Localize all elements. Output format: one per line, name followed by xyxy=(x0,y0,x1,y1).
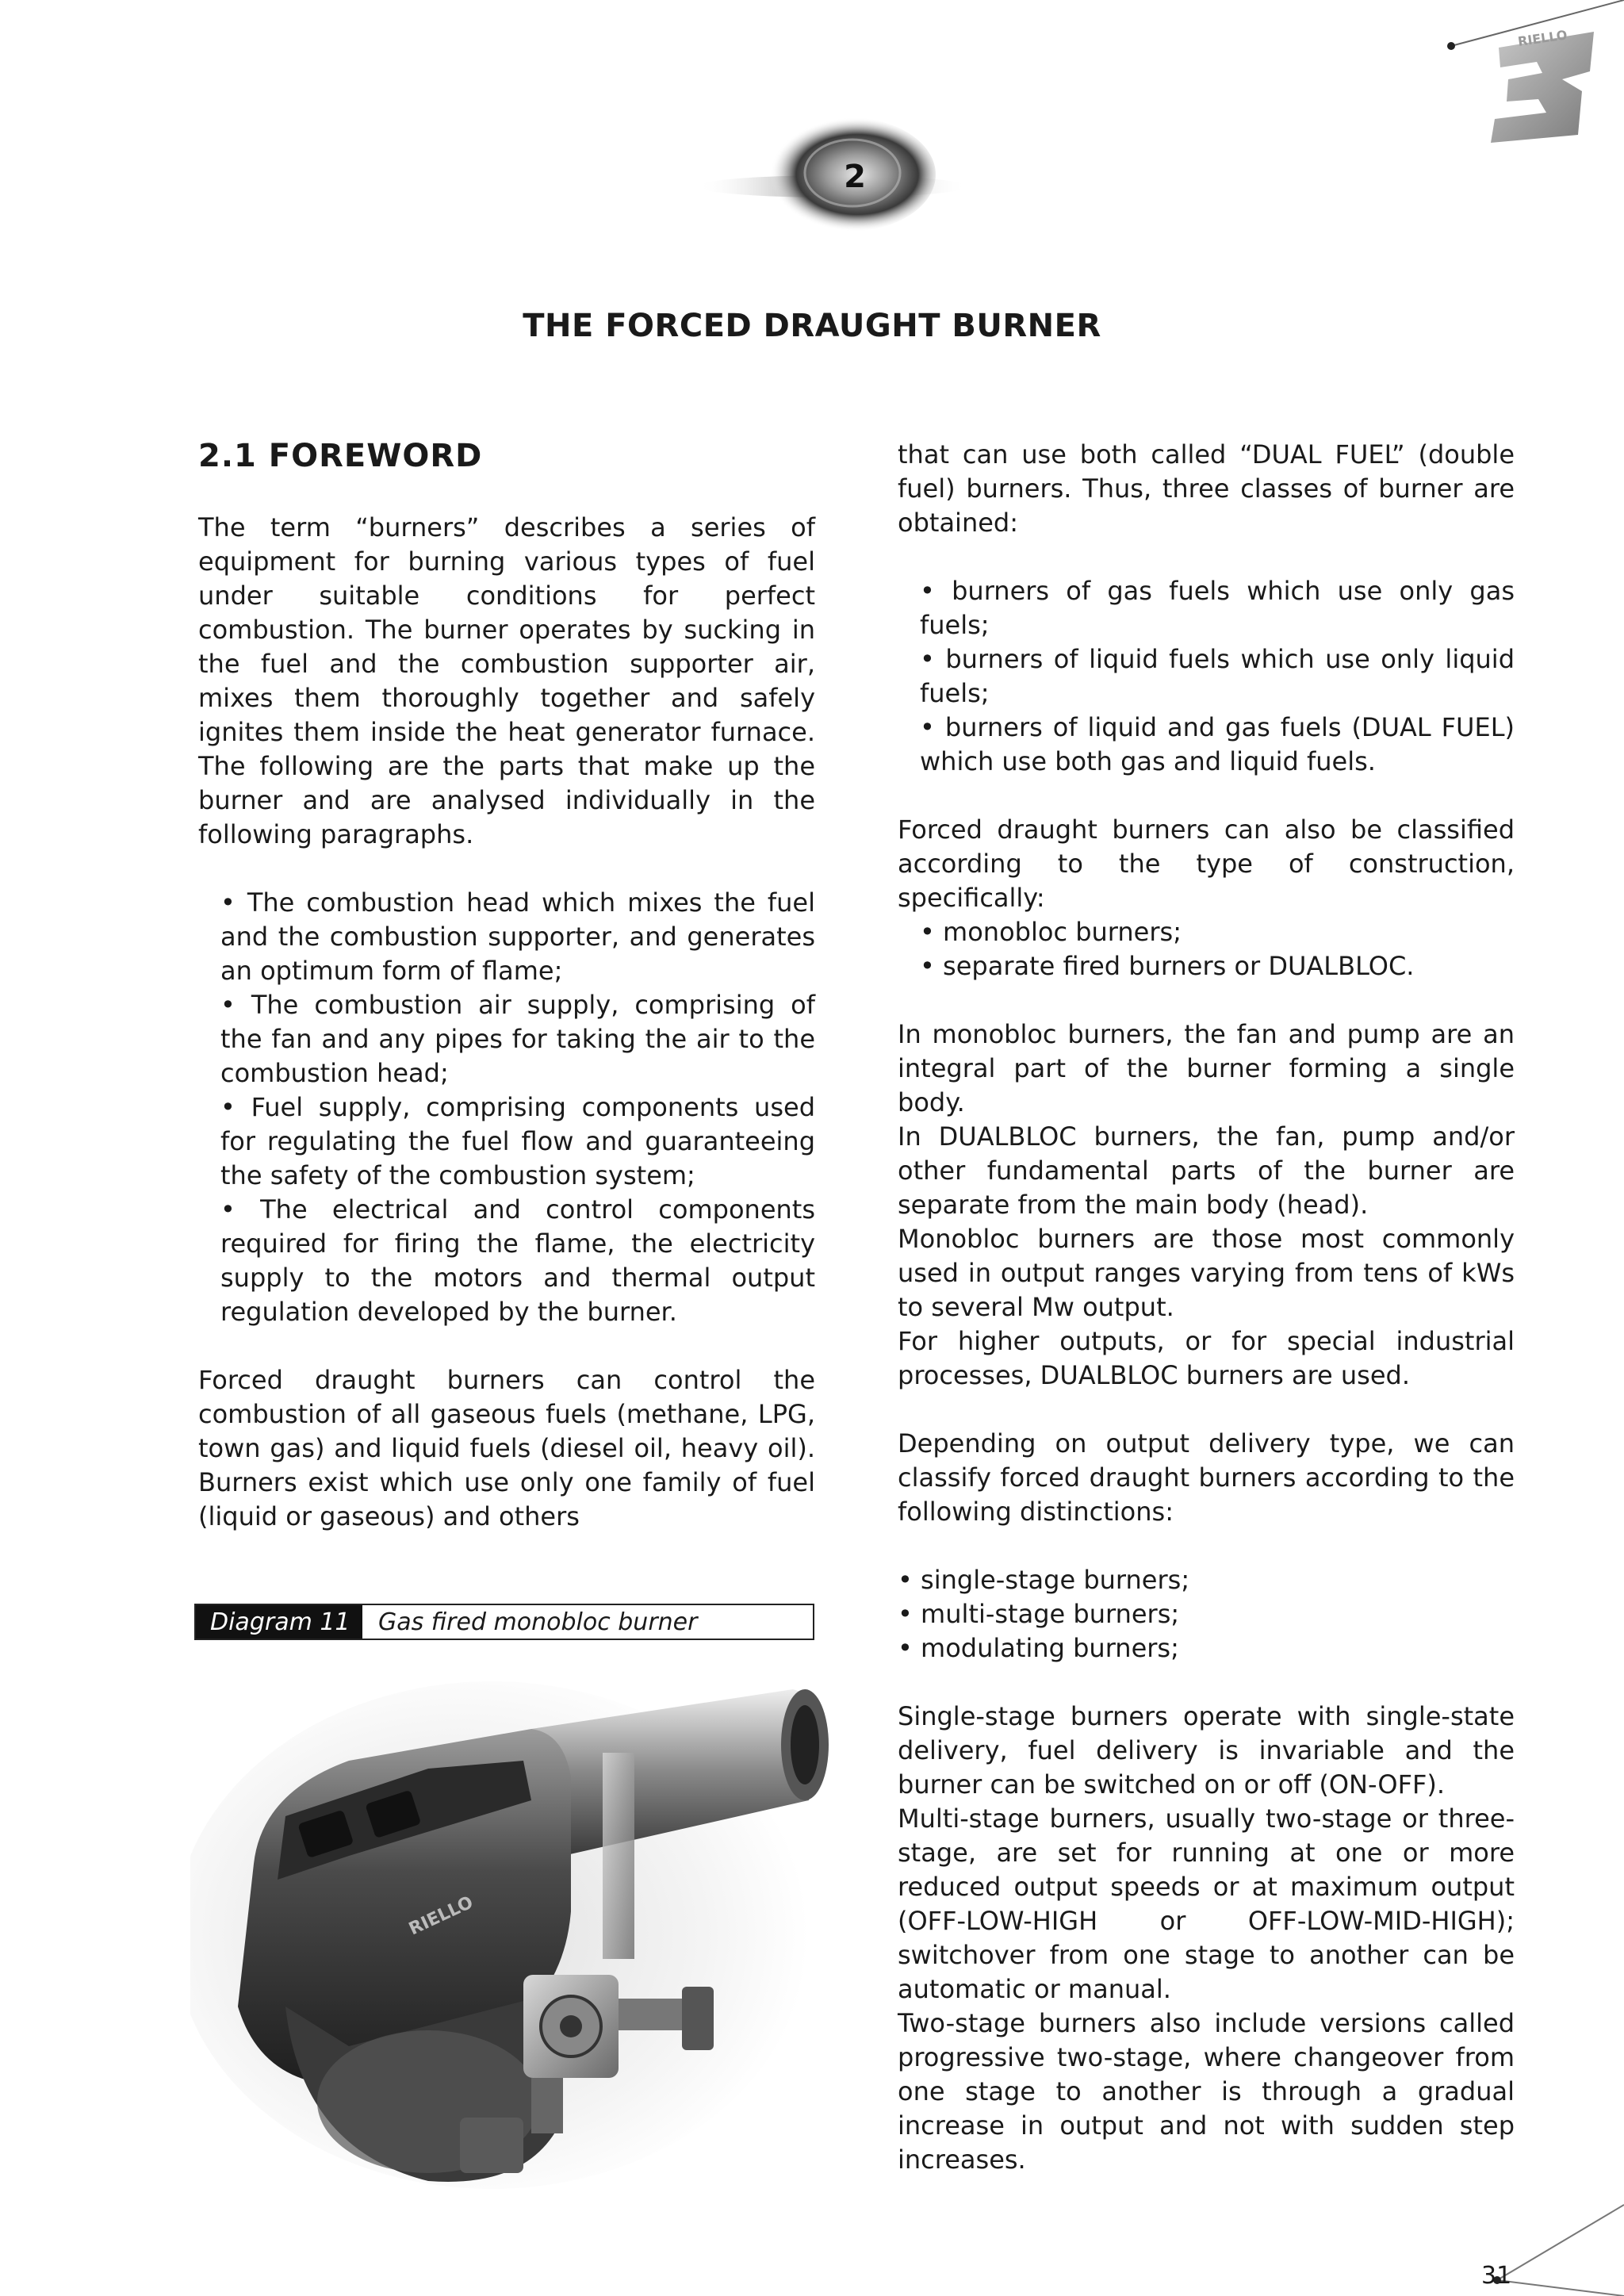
page-number: 31 xyxy=(1481,2262,1512,2290)
list-item: • multi-stage burners; xyxy=(898,1599,1180,1629)
chapter-number: 2 xyxy=(844,159,866,195)
list-item: • single-stage burners; xyxy=(898,1565,1190,1595)
paragraph: Multi-stage burners, usually two-stage or three-stage, are set for running at one or more reduced output speeds or at maximum output (OFF-LOW-HIGH or OFF-LOW-MID-HIGH); switchover from one stage to another can be automatic or manual. xyxy=(898,1803,1515,2004)
list-item: • burners of liquid and gas fuels (DUAL FUEL) which use both gas and liquid fuels. xyxy=(920,712,1515,776)
list-item: • modulating burners; xyxy=(898,1633,1179,1663)
list-item: • The combustion air supply, comprising of the fan and any pipes for taking the air to the combustion head; xyxy=(220,990,815,1088)
left-column xyxy=(198,511,815,1534)
paragraph: Forced draught burners can control the combustion of all gaseous fuels (methane, LPG, town gas) and liquid fuels (diesel oil, heavy oil). Burners exist which use only one family of fuel (liquid or gaseous) and others xyxy=(198,1365,815,1531)
chapter-title: THE FORCED DRAUGHT BURNER xyxy=(523,308,1101,344)
logo-mark xyxy=(1443,24,1602,151)
paragraph: For higher outputs, or for special industrial processes, DUALBLOC burners are used. xyxy=(898,1326,1515,1390)
paragraph: Forced draught burners can also be classified according to the type of construction, specifically: xyxy=(898,815,1515,913)
svg-text:RIELLO: RIELLO xyxy=(405,1892,477,1940)
list-item: • burners of gas fuels which use only gas fuels; xyxy=(920,576,1515,640)
list-item: • separate fired burners or DUALBLOC. xyxy=(920,951,1415,981)
burner-illustration xyxy=(190,1673,841,2197)
svg-text:RIELLO: RIELLO xyxy=(1516,27,1568,49)
list-item: • Fuel supply, comprising components used for regulating the fuel flow and guaranteeing the safety of the combustion system; xyxy=(220,1092,815,1190)
paragraph: Monobloc burners are those most commonly used in output ranges varying from tens of kWs to several Mw output. xyxy=(898,1224,1515,1322)
paragraph: Two-stage burners also include versions called progressive two-stage, where changeover from one stage to another is through a gradual increase in output and not with sudden step increases. xyxy=(898,2008,1515,2175)
paragraph: The term “burners” describes a series of equipment for burning various types of fuel under suitable conditions for perfect combustion. The burner operates by sucking in the fuel and the combustion supporter air, mixes them thoroughly together and safely ignites them inside the heat generator furnace. The following are the parts that make up the burner and are analysed individually in the following paragraphs. xyxy=(198,512,815,849)
paragraph: In DUALBLOC burners, the fan, pump and/or other fundamental parts of the burner are separate from the main body (head). xyxy=(898,1121,1515,1220)
chapter-badge xyxy=(682,111,983,238)
paragraph: Single-stage burners operate with single-state delivery, fuel delivery is invariable and the burner can be switched on or off (ON-OFF). xyxy=(898,1701,1515,1800)
figure-number: Diagram 11 xyxy=(196,1605,362,1639)
figure-caption-text: Gas fired monobloc burner xyxy=(378,1608,698,1636)
figure-caption xyxy=(194,1604,814,1640)
list-item: • burners of liquid fuels which use only liquid fuels; xyxy=(920,644,1515,708)
paragraph: that can use both called “DUAL FUEL” (double fuel) burners. Thus, three classes of burner are obtained: xyxy=(898,439,1515,538)
list-item: • The electrical and control components required for firing the flame, the electricity supply to the motors and thermal output regulation developed by the burner. xyxy=(220,1194,815,1327)
list-item: • monobloc burners; xyxy=(920,917,1182,947)
paragraph: Depending on output delivery type, we can classify forced draught burners according to the following distinctions: xyxy=(898,1428,1515,1527)
paragraph: In monobloc burners, the fan and pump are an integral part of the burner forming a single body. xyxy=(898,1019,1515,1117)
section-heading: 2.1 FOREWORD xyxy=(198,438,483,474)
list-item: • The combustion head which mixes the fuel and the combustion supporter, and generates an optimum form of flame; xyxy=(220,887,815,986)
right-column xyxy=(898,438,1515,2177)
